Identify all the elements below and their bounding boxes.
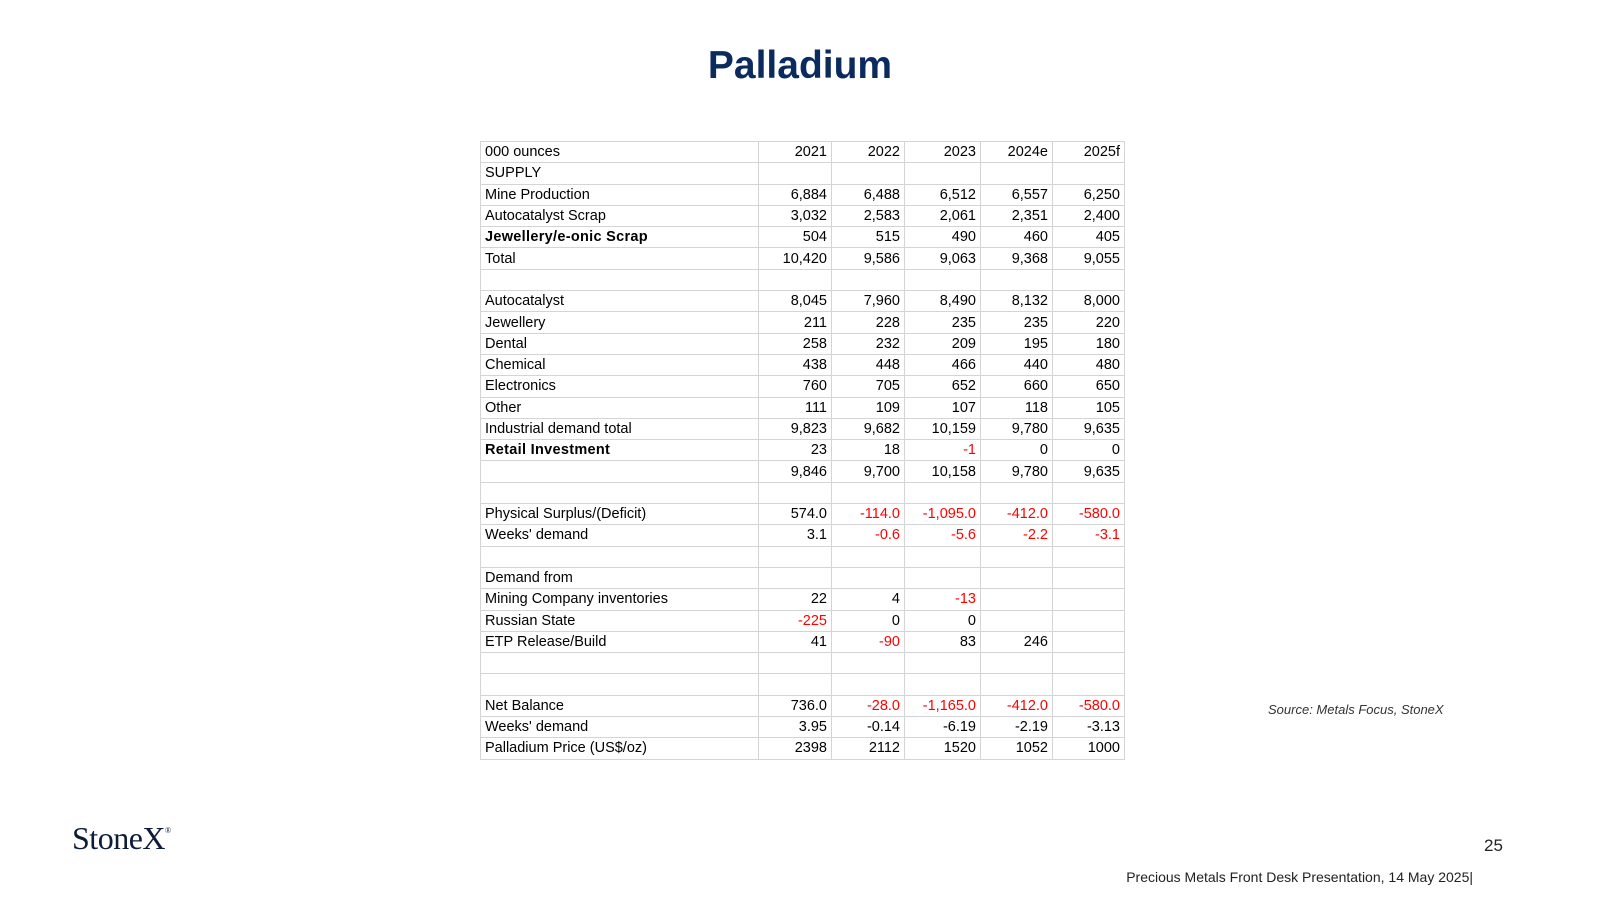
row-value-2022: 9,586 (832, 248, 905, 269)
row-value-2022: 705 (832, 376, 905, 397)
row-value-2023: 209 (905, 333, 981, 354)
row-value-2024e: 9,780 (981, 418, 1053, 439)
row-value-2024e: -2.2 (981, 525, 1053, 546)
row-value-2022: -114.0 (832, 504, 905, 525)
row-value-2025f: 180 (1053, 333, 1125, 354)
row-value-2022: 9,682 (832, 418, 905, 439)
row-value-2022: 109 (832, 397, 905, 418)
row-value-2021: 9,846 (759, 461, 832, 482)
row-value-2023: 0 (905, 610, 981, 631)
row-value-2023: 6,512 (905, 184, 981, 205)
row-value-2023: -6.19 (905, 717, 981, 738)
row-value-2022: 2,583 (832, 205, 905, 226)
row-value-2022 (832, 269, 905, 290)
row-value-2021: 9,823 (759, 418, 832, 439)
table-row (481, 227, 1125, 248)
row-value-2021: 41 (759, 631, 832, 652)
row-value-2021: -225 (759, 610, 832, 631)
row-value-2025f: 8,000 (1053, 291, 1125, 312)
row-value-2024e: 9,368 (981, 248, 1053, 269)
table-row (481, 312, 1125, 333)
row-label: Weeks' demand (481, 525, 759, 546)
row-label: Autocatalyst (481, 291, 759, 312)
table-row (481, 631, 1125, 652)
row-value-2021: 3,032 (759, 205, 832, 226)
header-year-2022: 2022 (832, 142, 905, 163)
row-value-2023 (905, 674, 981, 695)
row-value-2022: 0 (832, 610, 905, 631)
row-value-2022: -0.6 (832, 525, 905, 546)
row-value-2023 (905, 567, 981, 588)
table-row (481, 461, 1125, 482)
row-label (481, 653, 759, 674)
row-value-2022: 18 (832, 440, 905, 461)
row-value-2025f: -580.0 (1053, 504, 1125, 525)
row-value-2025f: -3.13 (1053, 717, 1125, 738)
row-value-2023 (905, 163, 981, 184)
row-value-2021 (759, 653, 832, 674)
row-value-2021 (759, 269, 832, 290)
row-value-2025f (1053, 631, 1125, 652)
row-value-2023 (905, 546, 981, 567)
row-value-2023: 8,490 (905, 291, 981, 312)
table-row (481, 738, 1125, 759)
row-value-2021: 3.95 (759, 717, 832, 738)
logo-text: StoneX (72, 820, 165, 856)
row-label (481, 674, 759, 695)
row-label: Russian State (481, 610, 759, 631)
row-label: Total (481, 248, 759, 269)
row-value-2025f: 650 (1053, 376, 1125, 397)
row-value-2021: 8,045 (759, 291, 832, 312)
table-row (481, 440, 1125, 461)
row-label: Weeks' demand (481, 717, 759, 738)
row-value-2024e: -412.0 (981, 504, 1053, 525)
row-value-2021: 760 (759, 376, 832, 397)
row-label: Physical Surplus/(Deficit) (481, 504, 759, 525)
slide-title: Palladium (707, 44, 893, 87)
table-row (481, 546, 1125, 567)
row-label: SUPPLY (481, 163, 759, 184)
row-value-2024e: -2.19 (981, 717, 1053, 738)
row-value-2025f (1053, 163, 1125, 184)
row-value-2024e (981, 546, 1053, 567)
row-value-2021 (759, 482, 832, 503)
table-body (481, 142, 1125, 760)
row-value-2021 (759, 567, 832, 588)
row-value-2025f: -3.1 (1053, 525, 1125, 546)
row-label (481, 269, 759, 290)
row-value-2024e: 6,557 (981, 184, 1053, 205)
row-value-2022: 6,488 (832, 184, 905, 205)
row-value-2024e: 195 (981, 333, 1053, 354)
row-label: Industrial demand total (481, 418, 759, 439)
row-value-2023: 10,159 (905, 418, 981, 439)
row-value-2023 (905, 653, 981, 674)
row-label: Mining Company inventories (481, 589, 759, 610)
header-year-2023: 2023 (905, 142, 981, 163)
row-value-2025f (1053, 610, 1125, 631)
row-value-2021: 111 (759, 397, 832, 418)
row-value-2021: 10,420 (759, 248, 832, 269)
registered-mark: ® (165, 826, 171, 835)
row-label: Other (481, 397, 759, 418)
table-row (481, 717, 1125, 738)
row-value-2025f: 105 (1053, 397, 1125, 418)
row-value-2021: 6,884 (759, 184, 832, 205)
row-value-2021: 736.0 (759, 695, 832, 716)
row-value-2024e (981, 674, 1053, 695)
row-label (481, 546, 759, 567)
row-value-2021: 23 (759, 440, 832, 461)
row-value-2022: 448 (832, 354, 905, 375)
row-value-2022: 515 (832, 227, 905, 248)
row-value-2021: 438 (759, 354, 832, 375)
row-label: Chemical (481, 354, 759, 375)
row-value-2023: -13 (905, 589, 981, 610)
row-value-2024e (981, 610, 1053, 631)
row-label: Dental (481, 333, 759, 354)
row-value-2025f (1053, 567, 1125, 588)
row-value-2024e (981, 653, 1053, 674)
row-value-2025f: 405 (1053, 227, 1125, 248)
table-row (481, 589, 1125, 610)
row-value-2022: 7,960 (832, 291, 905, 312)
row-value-2025f (1053, 674, 1125, 695)
row-value-2023: 652 (905, 376, 981, 397)
row-value-2025f (1053, 269, 1125, 290)
row-value-2024e: 0 (981, 440, 1053, 461)
row-value-2025f (1053, 653, 1125, 674)
table-row (481, 205, 1125, 226)
row-label: Autocatalyst Scrap (481, 205, 759, 226)
row-value-2024e: -412.0 (981, 695, 1053, 716)
row-label: Electronics (481, 376, 759, 397)
row-value-2023: 466 (905, 354, 981, 375)
row-value-2025f (1053, 482, 1125, 503)
header-year-2021: 2021 (759, 142, 832, 163)
row-value-2022: 228 (832, 312, 905, 333)
row-value-2024e: 1052 (981, 738, 1053, 759)
source-note: Source: Metals Focus, StoneX (1268, 702, 1444, 717)
row-value-2023: 107 (905, 397, 981, 418)
table-header-row (481, 142, 1125, 163)
row-value-2024e: 2,351 (981, 205, 1053, 226)
table-row (481, 610, 1125, 631)
row-value-2025f (1053, 589, 1125, 610)
row-value-2025f: 0 (1053, 440, 1125, 461)
table-row (481, 525, 1125, 546)
row-value-2023: 9,063 (905, 248, 981, 269)
row-value-2023 (905, 269, 981, 290)
row-value-2025f: 9,635 (1053, 418, 1125, 439)
row-value-2024e: 660 (981, 376, 1053, 397)
row-value-2025f (1053, 546, 1125, 567)
row-value-2023: -5.6 (905, 525, 981, 546)
row-label: Jewellery (481, 312, 759, 333)
row-value-2022: 2112 (832, 738, 905, 759)
table-row (481, 653, 1125, 674)
page-number: 25 (1484, 836, 1503, 855)
row-value-2024e: 8,132 (981, 291, 1053, 312)
table-row (481, 376, 1125, 397)
row-value-2024e: 235 (981, 312, 1053, 333)
row-value-2024e (981, 482, 1053, 503)
row-label: Demand from (481, 567, 759, 588)
header-year-2024e: 2024e (981, 142, 1053, 163)
row-value-2023: 1520 (905, 738, 981, 759)
header-year-2025f: 2025f (1053, 142, 1125, 163)
row-value-2022: -90 (832, 631, 905, 652)
table-row (481, 269, 1125, 290)
table-row (481, 397, 1125, 418)
table-row (481, 184, 1125, 205)
row-value-2024e (981, 589, 1053, 610)
row-value-2023: 490 (905, 227, 981, 248)
row-value-2025f: 6,250 (1053, 184, 1125, 205)
table-row (481, 418, 1125, 439)
row-value-2025f: 1000 (1053, 738, 1125, 759)
row-value-2024e (981, 567, 1053, 588)
row-value-2025f: 2,400 (1053, 205, 1125, 226)
row-value-2021: 22 (759, 589, 832, 610)
row-value-2022 (832, 567, 905, 588)
footer-text: Precious Metals Front Desk Presentation, 14 May 2025| (1126, 869, 1473, 885)
row-value-2021 (759, 674, 832, 695)
row-label: Retail Investment (481, 440, 759, 461)
table-row (481, 248, 1125, 269)
row-value-2024e (981, 269, 1053, 290)
row-value-2022 (832, 163, 905, 184)
row-value-2022: 232 (832, 333, 905, 354)
row-value-2021: 2398 (759, 738, 832, 759)
row-value-2021 (759, 546, 832, 567)
row-value-2023: 235 (905, 312, 981, 333)
row-value-2021: 3.1 (759, 525, 832, 546)
row-value-2023: -1 (905, 440, 981, 461)
row-value-2025f: 9,055 (1053, 248, 1125, 269)
row-label (481, 482, 759, 503)
palladium-balance-table (480, 141, 1125, 760)
row-value-2024e: 460 (981, 227, 1053, 248)
row-value-2023: 83 (905, 631, 981, 652)
table-row (481, 674, 1125, 695)
row-value-2022: -0.14 (832, 717, 905, 738)
row-value-2025f: -580.0 (1053, 695, 1125, 716)
row-value-2022 (832, 674, 905, 695)
row-value-2022: 4 (832, 589, 905, 610)
row-label: ETP Release/Build (481, 631, 759, 652)
row-value-2023: -1,165.0 (905, 695, 981, 716)
row-value-2024e: 246 (981, 631, 1053, 652)
row-value-2021: 211 (759, 312, 832, 333)
row-value-2024e (981, 163, 1053, 184)
table-row (481, 291, 1125, 312)
row-value-2024e: 440 (981, 354, 1053, 375)
row-value-2024e: 9,780 (981, 461, 1053, 482)
table-row (481, 163, 1125, 184)
stonex-logo (72, 820, 171, 857)
row-value-2022: -28.0 (832, 695, 905, 716)
row-label: Jewellery/e-onic Scrap (481, 227, 759, 248)
row-value-2025f: 220 (1053, 312, 1125, 333)
row-value-2023: -1,095.0 (905, 504, 981, 525)
row-value-2022: 9,700 (832, 461, 905, 482)
row-value-2023 (905, 482, 981, 503)
row-label: Net Balance (481, 695, 759, 716)
row-value-2021 (759, 163, 832, 184)
table-row (481, 695, 1125, 716)
table-row (481, 504, 1125, 525)
row-value-2021: 504 (759, 227, 832, 248)
table-row (481, 354, 1125, 375)
table-row (481, 567, 1125, 588)
row-value-2021: 258 (759, 333, 832, 354)
row-label (481, 461, 759, 482)
row-value-2024e: 118 (981, 397, 1053, 418)
row-label: Palladium Price (US$/oz) (481, 738, 759, 759)
table-row (481, 482, 1125, 503)
row-value-2021: 574.0 (759, 504, 832, 525)
row-value-2022 (832, 482, 905, 503)
row-value-2022 (832, 546, 905, 567)
header-units-label: 000 ounces (481, 142, 759, 163)
row-value-2023: 2,061 (905, 205, 981, 226)
table-row (481, 333, 1125, 354)
row-value-2023: 10,158 (905, 461, 981, 482)
row-value-2025f: 480 (1053, 354, 1125, 375)
row-value-2025f: 9,635 (1053, 461, 1125, 482)
row-value-2022 (832, 653, 905, 674)
row-label: Mine Production (481, 184, 759, 205)
